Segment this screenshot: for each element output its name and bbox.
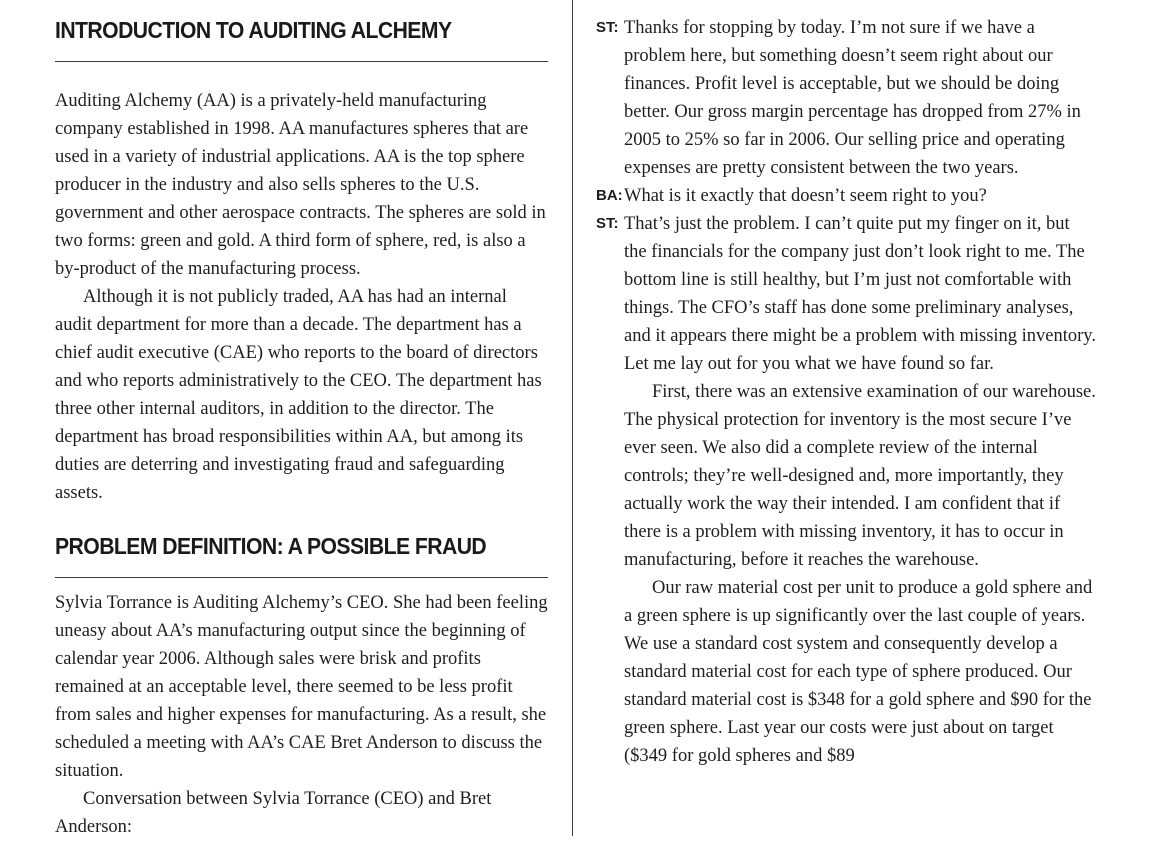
dialogue-st-1 <box>596 14 1096 182</box>
dialogue-text: Thanks for stopping by today. I’m not sure if we have a problem here, but something doesn’t seem right about our finances. Profit level is acceptable, but we should be doing better. Our gross margin percentage has dropped from 27% in 2005 to 25% so far in 2006. Our selling price and operating expenses are pretty consistent between the two years. <box>624 18 1081 178</box>
speaker-label: ST: <box>596 215 619 232</box>
left-column <box>55 14 548 841</box>
raw-material-paragraph: Our raw material cost per unit to produce a gold sphere and a green sphere is up significantly over the last couple of years. We use a standard cost system and consequently develop a standard material cost for each type of sphere produced. Our standard material cost is $348 for a gold sphere and $90 for the green sphere. Last year our costs were just about on target ($349 for gold spheres and $89 <box>624 578 1093 766</box>
speaker-label: BA: <box>596 187 623 204</box>
conversation-intro-paragraph: Conversation between Sylvia Torrance (CEO) and Bret Anderson: <box>55 789 492 837</box>
dialogue-text: What is it exactly that doesn’t seem right to you? <box>624 186 987 206</box>
section-heading-problem-definition: PROBLEM DEFINITION: A POSSIBLE FRAUD <box>55 533 487 559</box>
right-column <box>596 14 1096 770</box>
intro-paragraph: Auditing Alchemy (AA) is a privately-held manufacturing company established in 1998. AA manufactures spheres that are used in a variety of industrial applications. AA is the top sphere producer in the industry and also sells spheres to the U.S. government and other aerospace contracts. The spheres are sold in two forms: green and gold. A third form of sphere, red, is also a by-product of the manufacturing process. <box>55 91 546 279</box>
audit-department-paragraph: Although it is not publicly traded, AA has had an internal audit department for more than a decade. The department has a chief audit executive (CAE) who reports to the board of directors and who reports administratively to the CEO. The department has three other internal auditors, in addition to the director. The department has broad responsibilities within AA, but among its duties are deterring and investigating fraud and safeguarding assets. <box>55 287 542 503</box>
dialogue-text: That’s just the problem. I can’t quite put my finger on it, but the financials for the company just don’t look right to me. The bottom line is still healthy, but I’m just not comfortable with things. The CFO’s staff has done some preliminary analyses, and it appears there might be a problem with missing inventory. Let me lay out for you what we have found so far. <box>624 214 1096 374</box>
section-heading-introduction: INTRODUCTION TO AUDITING ALCHEMY <box>55 17 452 43</box>
dialogue-ba-1 <box>596 182 1096 210</box>
ceo-paragraph: Sylvia Torrance is Auditing Alchemy’s CEO. She had been feeling uneasy about AA’s manufacturing output since the beginning of calendar year 2006. Although sales were brisk and profits remained at an acceptable level, there seemed to be less profit from sales and higher expenses for manufacturing. As a result, she scheduled a meeting with AA’s CAE Bret Anderson to discuss the situation. <box>55 593 548 781</box>
heading-divider <box>55 577 548 578</box>
speaker-label: ST: <box>596 19 619 36</box>
dialogue-st-2 <box>596 210 1096 378</box>
heading-divider <box>55 61 548 62</box>
column-divider <box>572 0 573 836</box>
warehouse-paragraph: First, there was an extensive examination of our warehouse. The physical protection for inventory is the most secure I’ve ever seen. We also did a complete review of the internal controls; they’re well-designed and, more importantly, they actually work the way their intended. I am confident that if there is a problem with missing inventory, it has to occur in manufacturing, before it reaches the warehouse. <box>624 382 1096 570</box>
